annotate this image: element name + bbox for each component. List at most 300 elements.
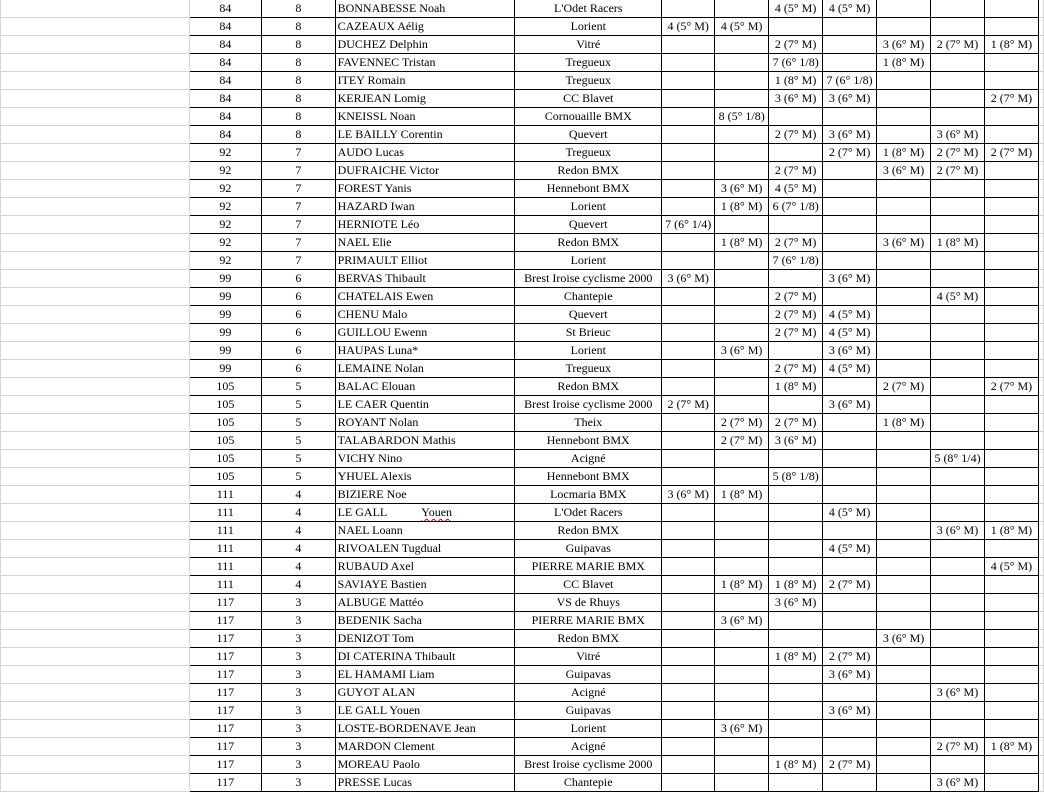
race-result-cell[interactable] xyxy=(931,414,985,432)
race-result-cell[interactable] xyxy=(662,342,715,360)
race-result-cell[interactable]: 3 (6° M) xyxy=(769,432,823,450)
race-result-cell[interactable] xyxy=(984,486,1038,504)
race-result-cell[interactable] xyxy=(877,108,931,126)
rider-name-cell[interactable] xyxy=(335,54,515,72)
race-result-cell[interactable] xyxy=(769,702,823,720)
empty-cell[interactable] xyxy=(1038,324,1043,342)
empty-cell[interactable] xyxy=(1,432,190,450)
club-cell[interactable]: Hennebont BMX xyxy=(515,432,662,450)
race-result-cell[interactable]: 3 (6° M) xyxy=(823,666,877,684)
race-result-cell[interactable]: 4 (5° M) xyxy=(769,0,823,18)
race-result-cell[interactable]: 2 (7° M) xyxy=(715,432,769,450)
race-result-cell[interactable]: 1 (8° M) xyxy=(984,36,1038,54)
points-cell[interactable]: 5 xyxy=(262,468,335,486)
race-result-cell[interactable]: 1 (8° M) xyxy=(984,522,1038,540)
race-result-cell[interactable]: 4 (5° M) xyxy=(984,558,1038,576)
club-cell[interactable]: Hennebont BMX xyxy=(515,468,662,486)
race-result-cell[interactable] xyxy=(662,522,715,540)
empty-cell[interactable] xyxy=(1,288,190,306)
race-result-cell[interactable]: 3 (6° M) xyxy=(877,630,931,648)
race-result-cell[interactable]: 3 (6° M) xyxy=(769,594,823,612)
rider-name-cell[interactable] xyxy=(335,216,515,234)
points-cell[interactable]: 7 xyxy=(262,252,335,270)
race-result-cell[interactable] xyxy=(877,306,931,324)
race-result-cell[interactable] xyxy=(877,198,931,216)
points-cell[interactable]: 3 xyxy=(262,648,335,666)
race-result-cell[interactable]: 2 (7° M) xyxy=(769,360,823,378)
race-result-cell[interactable] xyxy=(931,540,985,558)
empty-cell[interactable] xyxy=(1,342,190,360)
race-result-cell[interactable] xyxy=(715,540,769,558)
race-result-cell[interactable] xyxy=(769,342,823,360)
race-result-cell[interactable]: 7 (6° 1/8) xyxy=(769,54,823,72)
race-result-cell[interactable] xyxy=(984,576,1038,594)
points-cell[interactable]: 6 xyxy=(262,324,335,342)
empty-cell[interactable] xyxy=(1038,414,1043,432)
race-result-cell[interactable] xyxy=(769,720,823,738)
race-result-cell[interactable] xyxy=(769,540,823,558)
points-cell[interactable]: 8 xyxy=(262,18,335,36)
club-cell[interactable]: Tregueux xyxy=(515,54,662,72)
rider-name-cell[interactable] xyxy=(335,90,515,108)
race-result-cell[interactable] xyxy=(877,180,931,198)
race-result-cell[interactable] xyxy=(877,522,931,540)
race-result-cell[interactable] xyxy=(931,468,985,486)
empty-cell[interactable] xyxy=(1038,432,1043,450)
race-result-cell[interactable] xyxy=(823,288,877,306)
rank-cell[interactable]: 117 xyxy=(189,756,262,774)
race-result-cell[interactable] xyxy=(823,54,877,72)
empty-cell[interactable] xyxy=(1038,198,1043,216)
empty-cell[interactable] xyxy=(1038,36,1043,54)
race-result-cell[interactable] xyxy=(662,666,715,684)
race-result-cell[interactable]: 3 (6° M) xyxy=(877,162,931,180)
race-result-cell[interactable] xyxy=(877,756,931,774)
rider-name-cell[interactable] xyxy=(335,288,515,306)
race-result-cell[interactable] xyxy=(984,108,1038,126)
rank-cell[interactable]: 117 xyxy=(189,648,262,666)
points-cell[interactable]: 6 xyxy=(262,270,335,288)
race-result-cell[interactable] xyxy=(877,540,931,558)
rank-cell[interactable]: 84 xyxy=(189,126,262,144)
race-result-cell[interactable] xyxy=(931,612,985,630)
rider-name-cell[interactable] xyxy=(335,162,515,180)
race-result-cell[interactable] xyxy=(715,90,769,108)
race-result-cell[interactable] xyxy=(984,450,1038,468)
race-result-cell[interactable] xyxy=(984,756,1038,774)
points-cell[interactable]: 7 xyxy=(262,216,335,234)
points-cell[interactable]: 8 xyxy=(262,90,335,108)
empty-cell[interactable] xyxy=(1,396,190,414)
empty-cell[interactable] xyxy=(1,252,190,270)
empty-cell[interactable] xyxy=(1038,252,1043,270)
points-cell[interactable]: 5 xyxy=(262,414,335,432)
club-cell[interactable]: Guipavas xyxy=(515,702,662,720)
empty-cell[interactable] xyxy=(1,522,190,540)
empty-cell[interactable] xyxy=(1,612,190,630)
empty-cell[interactable] xyxy=(1,414,190,432)
race-result-cell[interactable] xyxy=(931,432,985,450)
empty-cell[interactable] xyxy=(1038,756,1043,774)
empty-cell[interactable] xyxy=(1038,216,1043,234)
race-result-cell[interactable]: 1 (8° M) xyxy=(769,756,823,774)
race-result-cell[interactable] xyxy=(662,324,715,342)
club-cell[interactable]: Redon BMX xyxy=(515,522,662,540)
rank-cell[interactable]: 92 xyxy=(189,162,262,180)
club-cell[interactable]: Quevert xyxy=(515,126,662,144)
race-result-cell[interactable] xyxy=(662,108,715,126)
race-result-cell[interactable] xyxy=(662,306,715,324)
race-result-cell[interactable] xyxy=(984,162,1038,180)
race-result-cell[interactable] xyxy=(715,756,769,774)
rider-name-cell[interactable] xyxy=(335,144,515,162)
club-cell[interactable]: Cornouaille BMX xyxy=(515,108,662,126)
empty-cell[interactable] xyxy=(1038,738,1043,756)
rider-name-cell[interactable] xyxy=(335,522,515,540)
race-result-cell[interactable] xyxy=(823,252,877,270)
empty-cell[interactable] xyxy=(1038,612,1043,630)
race-result-cell[interactable]: 1 (8° M) xyxy=(715,234,769,252)
empty-cell[interactable] xyxy=(1038,234,1043,252)
rank-cell[interactable]: 117 xyxy=(189,612,262,630)
rider-name-cell[interactable] xyxy=(335,576,515,594)
race-result-cell[interactable] xyxy=(662,648,715,666)
race-result-cell[interactable] xyxy=(877,684,931,702)
rider-name-cell[interactable] xyxy=(335,0,515,18)
race-result-cell[interactable] xyxy=(931,216,985,234)
club-cell[interactable]: Hennebont BMX xyxy=(515,180,662,198)
race-result-cell[interactable] xyxy=(715,306,769,324)
rider-name-cell[interactable] xyxy=(335,108,515,126)
rank-cell[interactable]: 99 xyxy=(189,288,262,306)
race-result-cell[interactable]: 1 (8° M) xyxy=(877,54,931,72)
empty-cell[interactable] xyxy=(1038,306,1043,324)
race-result-cell[interactable] xyxy=(715,396,769,414)
race-result-cell[interactable]: 2 (7° M) xyxy=(823,576,877,594)
race-result-cell[interactable]: 2 (7° M) xyxy=(769,324,823,342)
club-cell[interactable]: St Brieuc xyxy=(515,324,662,342)
rider-name-cell[interactable] xyxy=(335,630,515,648)
race-result-cell[interactable] xyxy=(715,450,769,468)
empty-cell[interactable] xyxy=(1,324,190,342)
club-cell[interactable]: CC Blavet xyxy=(515,576,662,594)
race-result-cell[interactable]: 4 (5° M) xyxy=(823,324,877,342)
race-result-cell[interactable] xyxy=(984,540,1038,558)
rider-name-cell[interactable] xyxy=(335,720,515,738)
rider-name-cell[interactable] xyxy=(335,468,515,486)
club-cell[interactable]: Lorient xyxy=(515,720,662,738)
race-result-cell[interactable]: 3 (6° M) xyxy=(662,486,715,504)
points-cell[interactable]: 4 xyxy=(262,576,335,594)
race-result-cell[interactable] xyxy=(931,0,985,18)
race-result-cell[interactable] xyxy=(715,72,769,90)
club-cell[interactable]: Chantepie xyxy=(515,288,662,306)
race-result-cell[interactable]: 3 (6° M) xyxy=(877,234,931,252)
race-result-cell[interactable] xyxy=(769,630,823,648)
race-result-cell[interactable] xyxy=(877,450,931,468)
race-result-cell[interactable]: 3 (6° M) xyxy=(823,126,877,144)
race-result-cell[interactable] xyxy=(877,576,931,594)
rank-cell[interactable]: 117 xyxy=(189,684,262,702)
race-result-cell[interactable] xyxy=(984,360,1038,378)
race-result-cell[interactable] xyxy=(877,270,931,288)
rank-cell[interactable]: 99 xyxy=(189,324,262,342)
race-result-cell[interactable] xyxy=(984,306,1038,324)
club-cell[interactable]: Lorient xyxy=(515,252,662,270)
race-result-cell[interactable] xyxy=(662,558,715,576)
empty-cell[interactable] xyxy=(1,234,190,252)
race-result-cell[interactable] xyxy=(662,288,715,306)
empty-cell[interactable] xyxy=(1,504,190,522)
club-cell[interactable]: Vitré xyxy=(515,36,662,54)
points-cell[interactable]: 7 xyxy=(262,144,335,162)
empty-cell[interactable] xyxy=(1038,378,1043,396)
empty-cell[interactable] xyxy=(1,108,190,126)
race-result-cell[interactable] xyxy=(984,216,1038,234)
empty-cell[interactable] xyxy=(1,54,190,72)
club-cell[interactable]: Tregueux xyxy=(515,144,662,162)
race-result-cell[interactable] xyxy=(984,504,1038,522)
club-cell[interactable]: Guipavas xyxy=(515,540,662,558)
race-result-cell[interactable] xyxy=(662,774,715,792)
rider-name-cell[interactable] xyxy=(335,414,515,432)
empty-cell[interactable] xyxy=(1038,270,1043,288)
race-result-cell[interactable]: 3 (6° M) xyxy=(931,522,985,540)
rider-name-cell[interactable] xyxy=(335,450,515,468)
race-result-cell[interactable] xyxy=(662,432,715,450)
race-result-cell[interactable] xyxy=(715,36,769,54)
rider-name-cell[interactable] xyxy=(335,306,515,324)
race-result-cell[interactable]: 2 (7° M) xyxy=(662,396,715,414)
race-result-cell[interactable] xyxy=(984,270,1038,288)
rank-cell[interactable]: 99 xyxy=(189,342,262,360)
race-result-cell[interactable]: 1 (8° M) xyxy=(715,486,769,504)
points-cell[interactable]: 3 xyxy=(262,684,335,702)
race-result-cell[interactable] xyxy=(823,414,877,432)
race-result-cell[interactable] xyxy=(769,558,823,576)
empty-cell[interactable] xyxy=(1038,558,1043,576)
race-result-cell[interactable]: 3 (6° M) xyxy=(823,90,877,108)
empty-cell[interactable] xyxy=(1038,54,1043,72)
empty-cell[interactable] xyxy=(1,18,190,36)
race-result-cell[interactable] xyxy=(662,144,715,162)
club-cell[interactable]: Acigné xyxy=(515,684,662,702)
empty-cell[interactable] xyxy=(1,666,190,684)
race-result-cell[interactable]: 2 (7° M) xyxy=(931,144,985,162)
race-result-cell[interactable] xyxy=(823,432,877,450)
empty-cell[interactable] xyxy=(1038,630,1043,648)
empty-cell[interactable] xyxy=(1038,72,1043,90)
race-result-cell[interactable]: 3 (6° M) xyxy=(877,36,931,54)
empty-cell[interactable] xyxy=(1,216,190,234)
race-result-cell[interactable] xyxy=(984,18,1038,36)
race-result-cell[interactable] xyxy=(662,198,715,216)
race-result-cell[interactable] xyxy=(769,486,823,504)
race-result-cell[interactable] xyxy=(769,774,823,792)
race-result-cell[interactable] xyxy=(823,738,877,756)
race-result-cell[interactable] xyxy=(931,558,985,576)
race-result-cell[interactable] xyxy=(877,486,931,504)
rider-name-cell[interactable] xyxy=(335,234,515,252)
race-result-cell[interactable] xyxy=(931,54,985,72)
race-result-cell[interactable] xyxy=(984,432,1038,450)
empty-cell[interactable] xyxy=(1,468,190,486)
rank-cell[interactable]: 117 xyxy=(189,594,262,612)
race-result-cell[interactable] xyxy=(715,648,769,666)
points-cell[interactable]: 4 xyxy=(262,558,335,576)
race-result-cell[interactable] xyxy=(662,576,715,594)
race-result-cell[interactable] xyxy=(662,0,715,18)
race-result-cell[interactable] xyxy=(823,162,877,180)
points-cell[interactable]: 6 xyxy=(262,306,335,324)
race-result-cell[interactable]: 1 (8° M) xyxy=(769,576,823,594)
club-cell[interactable]: Guipavas xyxy=(515,666,662,684)
empty-cell[interactable] xyxy=(1,702,190,720)
rider-name-cell[interactable] xyxy=(335,198,515,216)
race-result-cell[interactable] xyxy=(662,126,715,144)
club-cell[interactable]: Redon BMX xyxy=(515,234,662,252)
race-result-cell[interactable] xyxy=(769,144,823,162)
club-cell[interactable]: L'Odet Racers xyxy=(515,504,662,522)
rider-name-cell[interactable] xyxy=(335,684,515,702)
race-result-cell[interactable]: 3 (6° M) xyxy=(823,270,877,288)
rank-cell[interactable]: 84 xyxy=(189,36,262,54)
race-result-cell[interactable]: 3 (6° M) xyxy=(823,702,877,720)
rank-cell[interactable]: 84 xyxy=(189,108,262,126)
race-result-cell[interactable]: 2 (7° M) xyxy=(769,162,823,180)
rank-cell[interactable]: 99 xyxy=(189,360,262,378)
club-cell[interactable]: Tregueux xyxy=(515,360,662,378)
race-result-cell[interactable] xyxy=(877,504,931,522)
race-result-cell[interactable] xyxy=(931,504,985,522)
race-result-cell[interactable] xyxy=(662,36,715,54)
empty-cell[interactable] xyxy=(1,36,190,54)
rank-cell[interactable]: 117 xyxy=(189,738,262,756)
empty-cell[interactable] xyxy=(1038,126,1043,144)
race-result-cell[interactable] xyxy=(984,180,1038,198)
empty-cell[interactable] xyxy=(1,738,190,756)
race-result-cell[interactable]: 3 (6° M) xyxy=(931,684,985,702)
race-result-cell[interactable] xyxy=(662,594,715,612)
race-result-cell[interactable] xyxy=(877,432,931,450)
race-result-cell[interactable] xyxy=(984,288,1038,306)
club-cell[interactable]: Locmaria BMX xyxy=(515,486,662,504)
race-result-cell[interactable] xyxy=(715,684,769,702)
empty-cell[interactable] xyxy=(1,486,190,504)
race-result-cell[interactable] xyxy=(984,630,1038,648)
rank-cell[interactable]: 84 xyxy=(189,18,262,36)
race-result-cell[interactable]: 2 (7° M) xyxy=(769,306,823,324)
rank-cell[interactable]: 111 xyxy=(189,558,262,576)
race-result-cell[interactable] xyxy=(984,702,1038,720)
rank-cell[interactable]: 111 xyxy=(189,504,262,522)
club-cell[interactable]: Lorient xyxy=(515,342,662,360)
race-result-cell[interactable] xyxy=(715,522,769,540)
race-result-cell[interactable] xyxy=(769,684,823,702)
race-result-cell[interactable]: 2 (7° M) xyxy=(769,288,823,306)
race-result-cell[interactable] xyxy=(662,234,715,252)
race-result-cell[interactable] xyxy=(931,630,985,648)
race-result-cell[interactable] xyxy=(984,468,1038,486)
race-result-cell[interactable] xyxy=(877,0,931,18)
rider-name-cell[interactable] xyxy=(335,72,515,90)
rank-cell[interactable]: 111 xyxy=(189,522,262,540)
race-result-cell[interactable]: 3 (6° M) xyxy=(715,342,769,360)
race-result-cell[interactable]: 2 (7° M) xyxy=(823,648,877,666)
race-result-cell[interactable] xyxy=(877,468,931,486)
club-cell[interactable]: CC Blavet xyxy=(515,90,662,108)
race-result-cell[interactable] xyxy=(662,684,715,702)
points-cell[interactable]: 8 xyxy=(262,72,335,90)
points-cell[interactable]: 6 xyxy=(262,342,335,360)
race-result-cell[interactable] xyxy=(931,198,985,216)
race-result-cell[interactable]: 2 (7° M) xyxy=(769,234,823,252)
race-result-cell[interactable] xyxy=(662,540,715,558)
empty-cell[interactable] xyxy=(1038,486,1043,504)
empty-cell[interactable] xyxy=(1,162,190,180)
race-result-cell[interactable]: 3 (6° M) xyxy=(823,342,877,360)
race-result-cell[interactable] xyxy=(823,18,877,36)
race-result-cell[interactable] xyxy=(662,252,715,270)
empty-cell[interactable] xyxy=(1,450,190,468)
race-result-cell[interactable]: 4 (5° M) xyxy=(769,180,823,198)
race-result-cell[interactable] xyxy=(662,612,715,630)
race-result-cell[interactable] xyxy=(823,612,877,630)
race-result-cell[interactable] xyxy=(931,324,985,342)
race-result-cell[interactable] xyxy=(715,252,769,270)
rank-cell[interactable]: 105 xyxy=(189,450,262,468)
race-result-cell[interactable] xyxy=(715,0,769,18)
rider-name-cell[interactable] xyxy=(335,126,515,144)
empty-cell[interactable] xyxy=(1,198,190,216)
race-result-cell[interactable] xyxy=(662,504,715,522)
club-cell[interactable]: Chantepie xyxy=(515,774,662,792)
race-result-cell[interactable] xyxy=(662,756,715,774)
empty-cell[interactable] xyxy=(1038,576,1043,594)
race-result-cell[interactable] xyxy=(662,468,715,486)
race-result-cell[interactable] xyxy=(662,450,715,468)
race-result-cell[interactable] xyxy=(931,72,985,90)
race-result-cell[interactable]: 3 (6° M) xyxy=(715,180,769,198)
empty-cell[interactable] xyxy=(1038,18,1043,36)
rank-cell[interactable]: 84 xyxy=(189,54,262,72)
points-cell[interactable]: 5 xyxy=(262,432,335,450)
race-result-cell[interactable] xyxy=(984,684,1038,702)
empty-cell[interactable] xyxy=(1038,648,1043,666)
empty-cell[interactable] xyxy=(1038,90,1043,108)
rider-name-cell[interactable] xyxy=(335,774,515,792)
race-result-cell[interactable] xyxy=(662,72,715,90)
empty-cell[interactable] xyxy=(1038,0,1043,18)
points-cell[interactable]: 6 xyxy=(262,360,335,378)
points-cell[interactable]: 3 xyxy=(262,738,335,756)
empty-cell[interactable] xyxy=(1038,468,1043,486)
points-cell[interactable]: 5 xyxy=(262,378,335,396)
rank-cell[interactable]: 105 xyxy=(189,396,262,414)
race-result-cell[interactable] xyxy=(662,414,715,432)
club-cell[interactable]: Quevert xyxy=(515,306,662,324)
race-result-cell[interactable] xyxy=(931,702,985,720)
rank-cell[interactable]: 117 xyxy=(189,774,262,792)
race-result-cell[interactable]: 2 (7° M) xyxy=(931,738,985,756)
points-cell[interactable]: 3 xyxy=(262,612,335,630)
race-result-cell[interactable] xyxy=(715,504,769,522)
club-cell[interactable]: Acigné xyxy=(515,450,662,468)
empty-cell[interactable] xyxy=(1,0,190,18)
race-result-cell[interactable] xyxy=(877,720,931,738)
club-cell[interactable]: Quevert xyxy=(515,216,662,234)
club-cell[interactable]: Theix xyxy=(515,414,662,432)
